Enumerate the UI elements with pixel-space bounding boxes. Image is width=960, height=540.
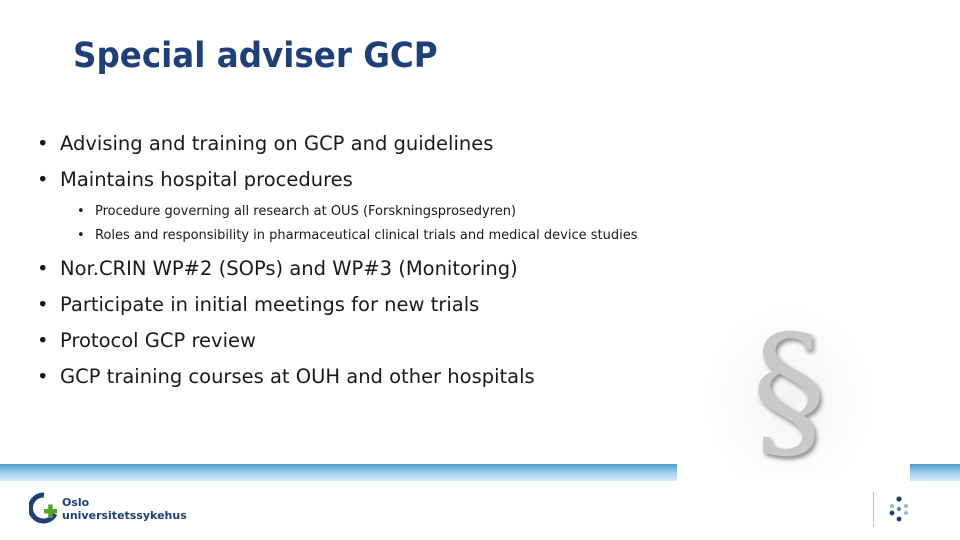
section-sign-icon: § bbox=[751, 304, 827, 478]
logo-wordmark bbox=[62, 497, 187, 522]
hospital-logo bbox=[29, 492, 229, 528]
section-sign-image bbox=[704, 304, 874, 479]
sub-bullet-forskningsprosedyren: • Procedure governing all research at OUS (Forskningsprosedyren) bbox=[77, 200, 677, 224]
dot-pattern-icon bbox=[886, 495, 912, 523]
bullet-initial-meetings: • Participate in initial meetings for new trials bbox=[37, 289, 677, 325]
bullet-norcrin: • Nor.CRIN WP#2 (SOPs) and WP#3 (Monitoring) bbox=[37, 253, 677, 289]
hospital-cross-logo-icon bbox=[29, 492, 59, 526]
bullet-protocol-review: • Protocol GCP review bbox=[37, 325, 677, 361]
bullet-advising: • Advising and training on GCP and guidelines bbox=[37, 128, 677, 164]
bullet-list bbox=[37, 128, 677, 397]
logo-line-oslo: Oslo bbox=[62, 496, 90, 509]
slide-title: Special adviser GCP bbox=[73, 36, 438, 76]
bullet-training-courses: • GCP training courses at OUH and other hospitals bbox=[37, 361, 677, 397]
sub-bullet-roles: • Roles and responsibility in pharmaceutical clinical trials and medical device studies bbox=[77, 224, 677, 248]
footer-divider bbox=[873, 492, 874, 527]
logo-line-universitetssykehus: universitetssykehus bbox=[62, 509, 187, 522]
bullet-procedures: • Maintains hospital procedures bbox=[37, 164, 677, 200]
